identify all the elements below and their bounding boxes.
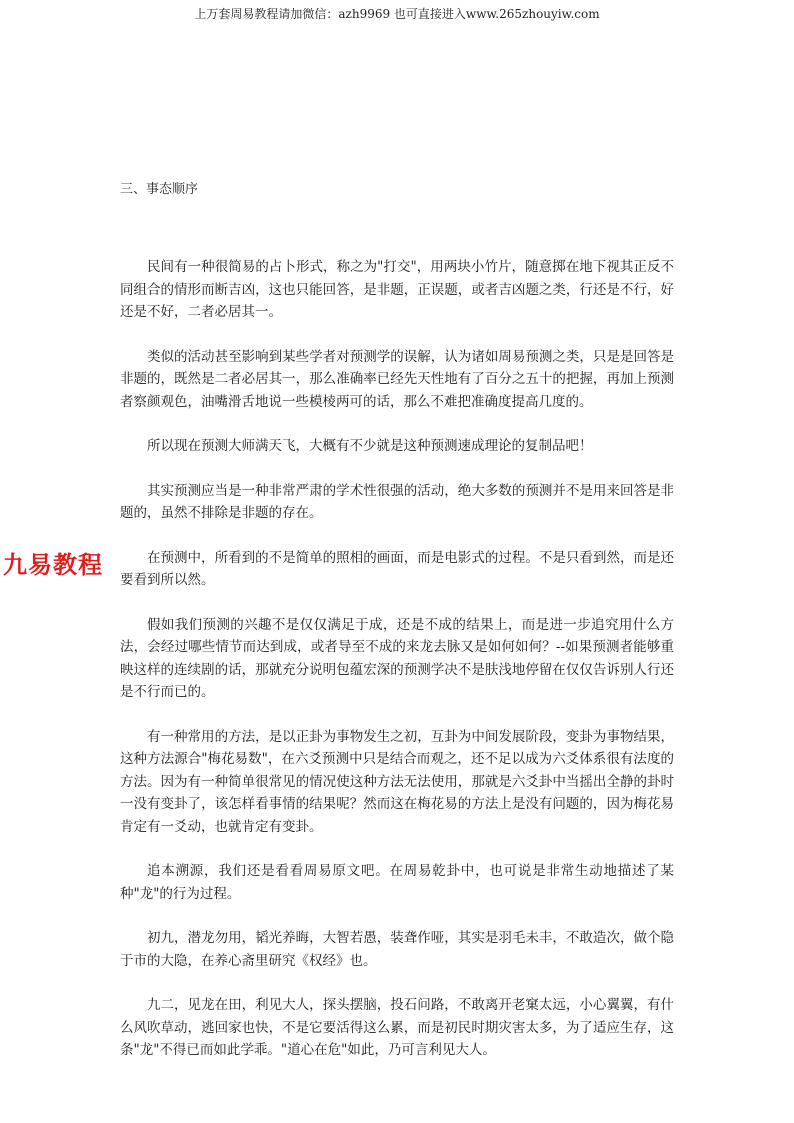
paragraph: 九二，见龙在田，利见大人，探头摆脑，投石问路，不敢离开老窠太远，小心翼翼，有什么风吹草动，逃回家也快，不是它要活得这么累，而是初民时期灾害太多，为了适应生存，这条"龙"不得已而如此学乖。"道心在危"如此，乃可言利见大人。 <box>120 997 674 1058</box>
paragraph: 假如我们预测的兴趣不是仅仅满足于成，还是不成的结果上，而是进一步追究用什么方法，会经过哪些情节而达到成，或者导至不成的来龙去脉又是如何如何？--如果预测者能够重映这样的连续剧的话，那就充分说明包蕴宏深的预测学决不是肤浅地停留在仅仅告诉别人行还是不行而已的。 <box>120 616 674 700</box>
article-body <box>120 256 674 1084</box>
section-title: 三、事态顺序 <box>120 182 199 197</box>
paragraph: 类似的活动甚至影响到某些学者对预测学的误解，认为诸如周易预测之类，只是是回答是非题的，既然是二者必居其一，那么准确率已经先天性地有了百分之五十的把握，再加上预测者察颜观色，油嘴滑舌地说一些模棱两可的话，那么不难把准确度提高几度的。 <box>120 348 674 410</box>
paragraph: 在预测中，所看到的不是简单的照相的画面，而是电影式的过程。不是只看到然，而是还要看到所以然。 <box>120 549 674 588</box>
paragraph: 初九，潜龙勿用，韬光养晦，大智若愚，装聋作哑，其实是羽毛未丰，不敢造次，做个隐于市的大隐，在养心斋里研究《权经》也。 <box>120 930 674 969</box>
paragraph: 其实预测应当是一种非常严肃的学术性很强的活动，绝大多数的预测并不是用来回答是非题的，虽然不排除是非题的存在。 <box>120 482 674 521</box>
paragraph: 有一种常用的方法，是以正卦为事物发生之初，互卦为中间发展阶段，变卦为事物结果，这种方法源合"梅花易数"，在六爻预测中只是结合而观之，还不足以成为六爻体系很有法度的方法。因为有一种简单很常见的情况使这种方法无法使用，那就是六爻卦中当摇出全静的卦时一没有变卦了，该怎样看事情的结果呢？然而这在梅花易的方法上是没有问题的，因为梅花易肯定有一爻动，也就肯定有变卦。 <box>120 728 674 835</box>
paragraph: 追本溯源，我们还是看看周易原文吧。在周易乾卦中，也可说是非常生动地描述了某种"龙"的行为过程。 <box>120 863 674 902</box>
watermark-logo: 九易教程 <box>3 551 103 579</box>
page-header: 上万套周易教程请加微信：azh9969 也可直接进入www.265zhouyiw.com <box>194 7 600 21</box>
paragraph: 所以现在预测大师满天飞，大概有不少就是这种预测速成理论的复制品吧！ <box>147 438 593 454</box>
paragraph: 民间有一种很简易的占卜形式，称之为"打交"，用两块小竹片，随意掷在地下视其正反不同组合的情形而断吉凶，这也只能回答，是非题，正误题，或者吉凶题之类，行还是不行，好还是不好，二者必居其一。 <box>120 259 674 320</box>
